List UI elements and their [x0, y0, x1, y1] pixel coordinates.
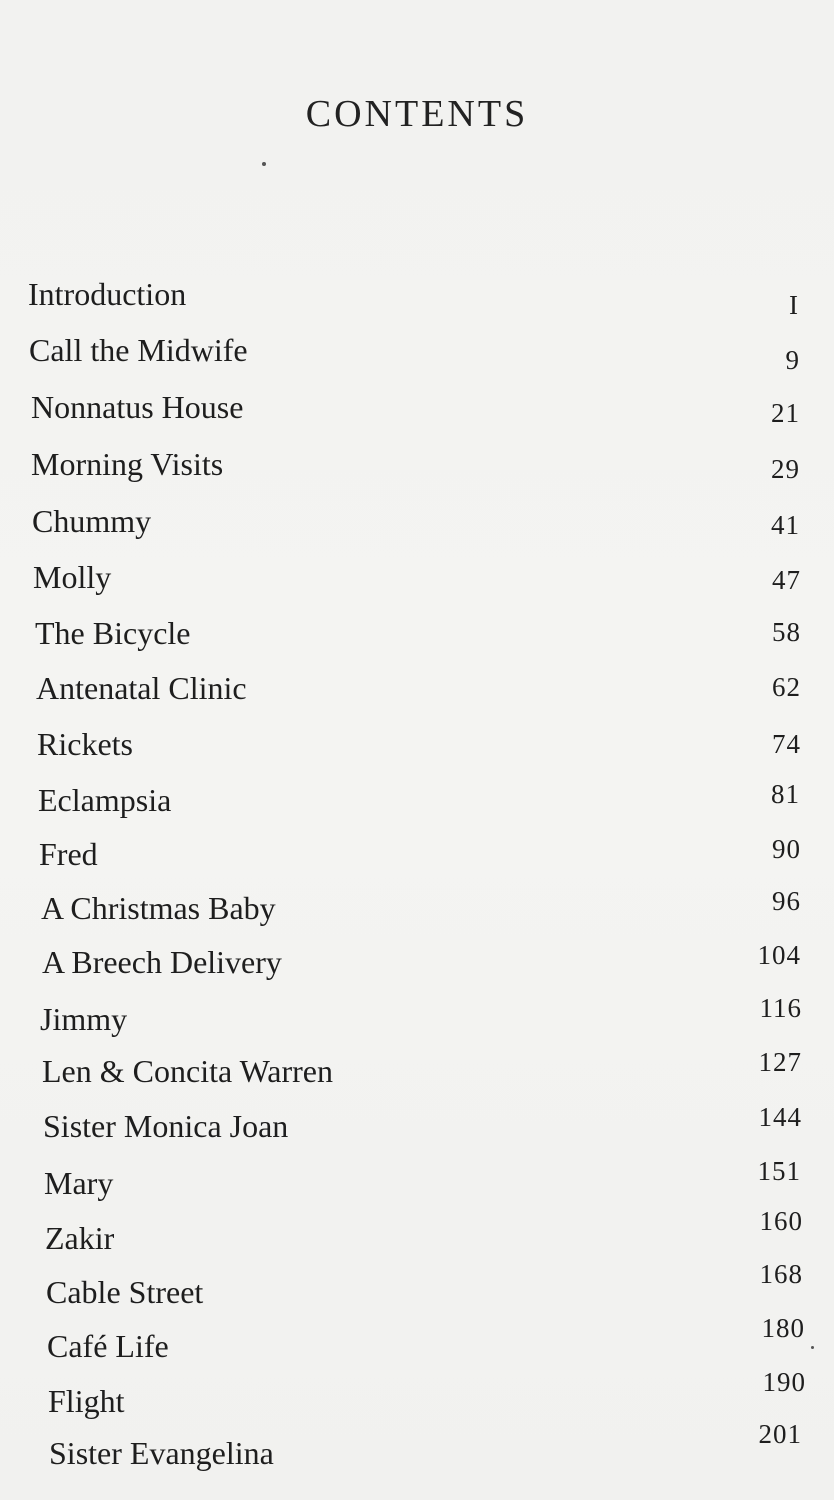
chapter-page-number: 96: [772, 886, 801, 916]
chapter-page-number: 151: [757, 1156, 801, 1186]
chapter-page-number: I: [789, 290, 799, 320]
chapter-title: A Christmas Baby: [41, 890, 276, 926]
chapter-page-number: 180: [761, 1313, 805, 1343]
chapter-page-number: 47: [772, 565, 801, 595]
chapter-title: Cable Street: [46, 1274, 204, 1310]
chapter-title: Mary: [44, 1165, 114, 1201]
chapter-title: Morning Visits: [31, 446, 224, 482]
chapter-title: Chummy: [32, 503, 152, 539]
chapter-title: Sister Monica Joan: [43, 1108, 289, 1144]
chapter-page-number: 190: [762, 1367, 806, 1397]
chapter-page-number: 29: [771, 454, 800, 484]
chapter-page-number: 9: [785, 345, 800, 375]
chapter-title: The Bicycle: [35, 615, 191, 651]
chapter-page-number: 127: [758, 1047, 802, 1077]
chapter-page-number: 41: [771, 510, 800, 540]
chapter-page-number: 144: [758, 1102, 802, 1132]
chapter-title: Call the Midwife: [29, 332, 248, 368]
chapter-page-number: 168: [759, 1259, 803, 1289]
chapter-title: Eclampsia: [38, 782, 172, 818]
chapter-page-number: 90: [772, 834, 801, 864]
chapter-title: Antenatal Clinic: [36, 670, 247, 706]
chapter-title: Molly: [33, 559, 112, 595]
chapter-page-number: 21: [771, 398, 800, 428]
chapter-title: Rickets: [37, 726, 133, 762]
chapter-title: Len & Concita Warren: [42, 1053, 333, 1089]
chapter-page-number: 62: [772, 672, 801, 702]
chapter-title: A Breech Delivery: [42, 944, 282, 980]
paper-speck: [262, 162, 266, 166]
chapter-title: Fred: [39, 836, 98, 872]
chapter-page-number: 201: [758, 1419, 802, 1449]
chapter-page-number: 74: [772, 729, 801, 759]
chapter-title: Flight: [48, 1383, 125, 1419]
contents-heading: CONTENTS: [305, 93, 529, 135]
chapter-title: Zakir: [45, 1220, 115, 1256]
paper-speck: [811, 1346, 814, 1349]
chapter-title: Café Life: [47, 1328, 169, 1364]
chapter-page-number: 160: [759, 1206, 803, 1236]
chapter-title: Jimmy: [40, 1001, 128, 1037]
chapter-page-number: 104: [757, 940, 801, 970]
chapter-page-number: 81: [771, 779, 800, 809]
chapter-title: Introduction: [28, 276, 187, 312]
chapter-page-number: 58: [772, 617, 801, 647]
chapter-title: Sister Evangelina: [49, 1435, 274, 1471]
chapter-title: Nonnatus House: [31, 389, 244, 425]
chapter-page-number: 116: [759, 993, 802, 1023]
